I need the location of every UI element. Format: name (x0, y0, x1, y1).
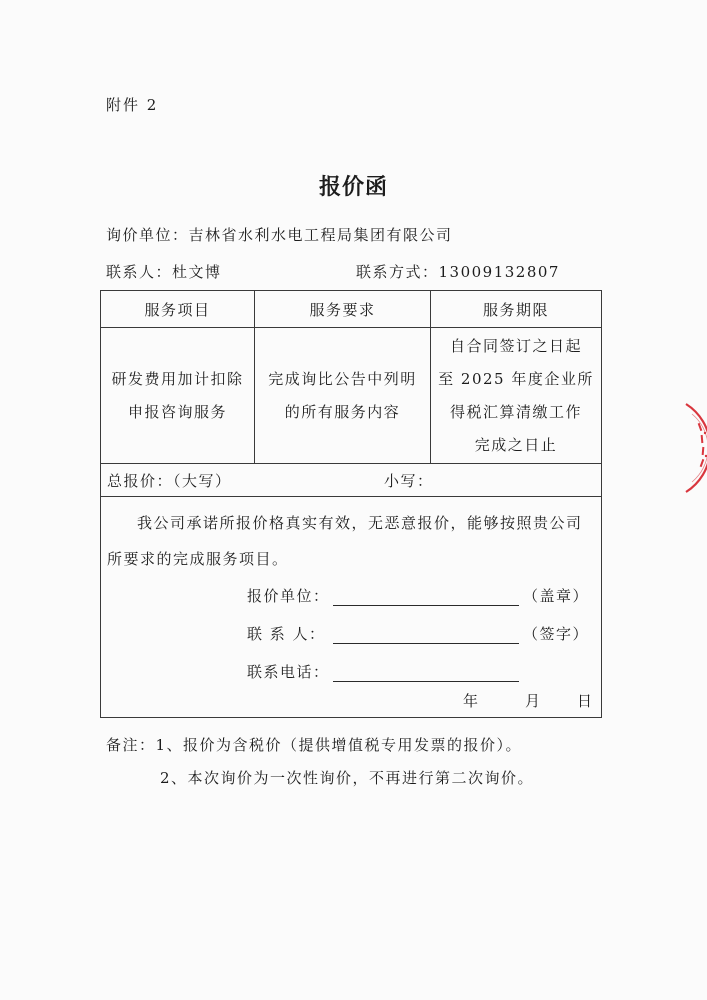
inquiry-unit: 询价单位：吉林省水利水电工程局集团有限公司 (106, 226, 453, 244)
cell-service-requirement (255, 328, 431, 464)
service-item-line: 研发费用加计扣除 (111, 369, 244, 388)
table-header-row (101, 291, 602, 328)
quotation-table (100, 290, 602, 718)
attachment-label: 附件 2 (106, 96, 159, 114)
service-requirement-line: 完成询比公告中列明 (268, 369, 417, 388)
promise-cell (101, 497, 602, 718)
cell-service-period (431, 328, 602, 464)
contact-underline (333, 642, 519, 644)
header-service-item: 服务项目 (101, 291, 255, 328)
contact-person: 联系人：杜文博 (106, 263, 222, 281)
total-price-row (101, 464, 602, 497)
note-2: 2、本次询价为一次性询价，不再进行第二次询价。 (160, 769, 535, 787)
table-row (101, 328, 602, 464)
service-period-line: 完成之日止 (474, 435, 558, 454)
document-title: 报价函 (318, 174, 388, 200)
total-price-cell (101, 464, 602, 497)
contact-method: 联系方式：13009132807 (356, 263, 560, 281)
small-price-label: 小写： (384, 472, 434, 490)
contact-label: 联 系 人： (247, 625, 326, 643)
seal-suffix: （盖章） (523, 587, 590, 605)
service-period-line: 自合同签订之日起 (449, 336, 582, 355)
header-service-period: 服务期限 (431, 291, 602, 328)
promise-row (101, 497, 602, 718)
note-1: 备注：1、报价为含税价（提供增值税专用发票的报价）。 (106, 736, 523, 754)
service-item-line: 申报咨询服务 (127, 402, 227, 421)
promise-statement: 我公司承诺所报价格真实有效，无恶意报价，能够按照贵公司所要求的完成服务项目。 (107, 514, 583, 568)
header-service-requirement: 服务要求 (255, 291, 431, 328)
quote-unit-label: 报价单位： (247, 587, 330, 605)
service-requirement-line: 的所有服务内容 (284, 402, 401, 421)
total-price-label: 总报价：（大写） (107, 472, 232, 490)
signature-suffix: （签字） (523, 625, 590, 643)
phone-underline (333, 680, 519, 682)
quote-unit-underline (333, 604, 519, 606)
date-day: 日 (577, 692, 594, 710)
service-period-line: 至 2025 年度企业所 (438, 369, 594, 388)
date-year: 年 (463, 692, 480, 710)
cell-service-item (101, 328, 255, 464)
seal-lettering (698, 423, 707, 467)
date-month: 月 (525, 692, 542, 710)
red-seal-stamp-fragment (678, 398, 707, 498)
service-period-line: 得税汇算清缴工作 (449, 402, 582, 421)
phone-label: 联系电话： (247, 663, 330, 681)
